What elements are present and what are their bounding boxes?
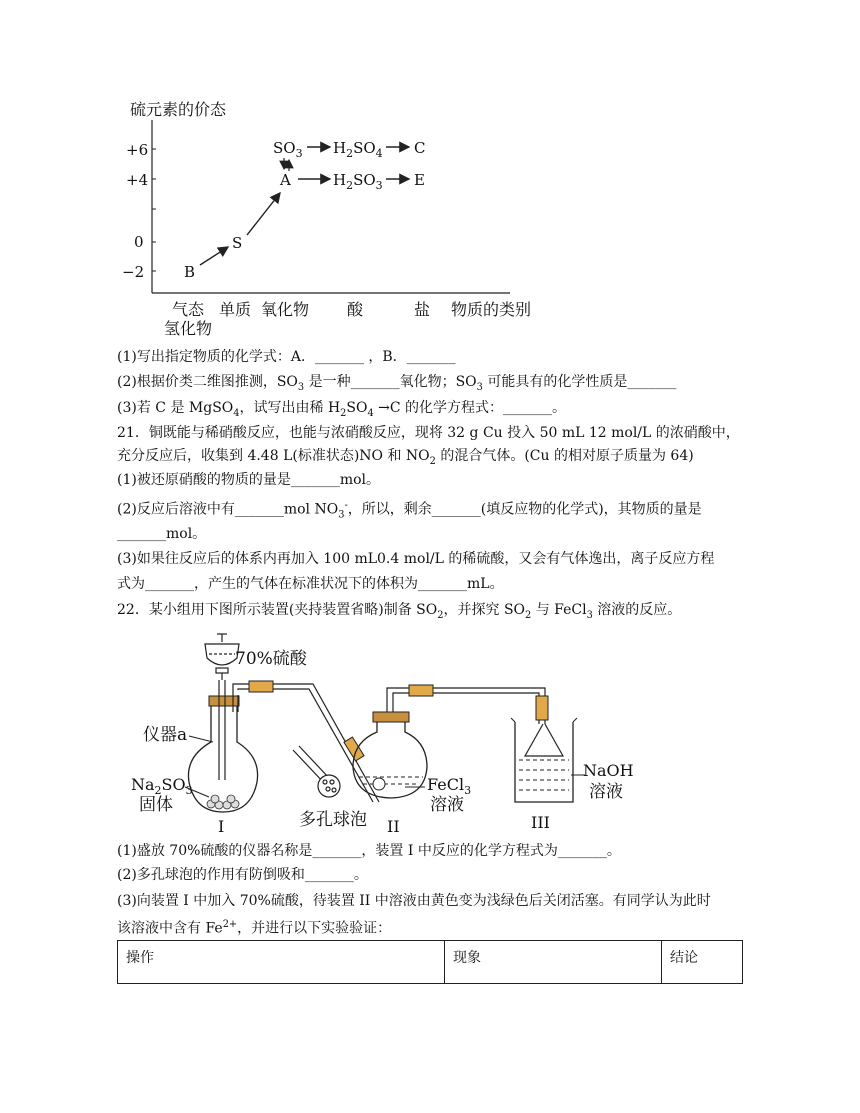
q22-stem: 22．某小组用下图所示装置(夹持装置省略)制备 $SO_2$，并探究 $SO_2$ 与 FeCl$_3$ 溶液的反应。: [117, 602, 682, 621]
q20-3: (3)若 C 是 MgSO$_4$，试写出由稀 $H_2SO_4 \to C$ 的化学方程式：_______。: [117, 400, 567, 419]
s-node: S: [232, 234, 243, 252]
na2so3-label: [131, 775, 193, 797]
separatory-funnel: [205, 634, 239, 680]
h2so4-node: [333, 139, 383, 160]
header-phenomenon: 现象: [445, 941, 662, 984]
h2so3-node: [333, 171, 383, 192]
q21-1: (1)被还原硝酸的物质的量是_______mol。: [117, 472, 381, 488]
x-tick: 气态: [172, 300, 205, 319]
x-tick: 氢化物: [164, 319, 213, 338]
b-node: B: [184, 263, 196, 281]
q21-3: (3)如果往反应后的体系内再加入 100 mL0.4 mol/L 的稀硫酸，又会有气体逸出，离子反应方程: [117, 551, 715, 567]
q21-stem-2: 充分反应后，收集到 4.48 L(标准状态)NO 和 $NO_2$ 的混合气体。(Cu 的相对原子质量为 64): [117, 448, 694, 467]
q21-2b: _______mol。: [117, 526, 207, 542]
y-tick: +6: [126, 141, 149, 159]
bubbler-label: 多孔球泡: [299, 810, 367, 830]
q22-2: (2)多孔球泡的作用有防倒吸和_______。: [117, 867, 368, 883]
y-tick: 0: [134, 233, 144, 251]
q22-3: (3)向装置 I 中加入 70%硫酸，待装置 II 中溶液由黄色变为浅绿色后关闭活塞。有同学认为此时: [117, 893, 711, 909]
acid-label: 70%硫酸: [235, 649, 307, 669]
q20-2: (2)根据价类二维图推测，$SO_3$ 是一种_______氧化物；$SO_3$ 可能具有的化学性质是_______: [117, 374, 677, 393]
so3-node: [273, 139, 303, 160]
svg-text:H2SO4: $H_2SO_4$: [333, 139, 383, 160]
label-I: I: [218, 817, 225, 836]
svg-text:H2SO3: $H_2SO_3$: [333, 171, 383, 192]
y-tick: −2: [122, 263, 145, 281]
q22-1: (1)盛放 70%硫酸的仪器名称是_______，装置 I 中反应的化学方程式为_______。: [117, 843, 621, 859]
naoh-solution-label: 溶液: [589, 782, 623, 802]
na2so3-solid: [207, 795, 239, 809]
experiment-table: [117, 940, 743, 984]
c-node: C: [414, 139, 426, 157]
solid-label: 固体: [139, 795, 173, 815]
naoh-label: NaOH: [583, 761, 634, 780]
header-operation: 操作: [118, 941, 445, 984]
x-tick: 氧化物: [261, 300, 310, 319]
q22-3b: 该溶液中含有 $Fe^{2+}$，并进行以下实验验证：: [117, 919, 392, 937]
apparatus-diagram: [125, 632, 645, 837]
instrument-label: 仪器a: [143, 725, 188, 745]
fecl3-label: [427, 775, 471, 797]
q21-stem-1: 21．铜既能与稀硝酸反应，也能与浓硝酸反应，现将 32 g Cu 投入 50 mL 12 mol/L 的浓硝酸中，: [117, 425, 740, 441]
q21-2: (2)反应后溶液中有_______mol $NO_3^-$，所以，剩余_______(填反应物的化学式)，其物质的量是: [117, 500, 702, 521]
x-tick: 单质: [219, 300, 252, 319]
svg-text:SO3: $SO_3$: [273, 139, 303, 160]
y-axis-title: 硫元素的价态: [130, 100, 227, 119]
q20-1: (1)写出指定物质的化学式：A．_______ ，B．_______: [117, 349, 456, 365]
header-conclusion: 结论: [662, 941, 743, 984]
e-node: E: [414, 171, 425, 189]
x-axis-title: 物质的类别: [451, 300, 532, 319]
svg-text:FeCl3: FeCl$_3$: [427, 775, 472, 797]
table-header-row: [118, 941, 743, 984]
valence-class-diagram: [120, 95, 560, 340]
fecl3-solution-label: 溶液: [430, 795, 464, 815]
porous-bulb: [293, 746, 340, 797]
y-tick: +4: [126, 171, 149, 189]
q21-3b: 式为_______，产生的气体在标准状况下的体积为_______mL。: [117, 576, 504, 592]
label-II: II: [387, 817, 400, 836]
a-node: A: [280, 171, 291, 189]
label-III: III: [531, 813, 550, 832]
svg-text:Na2SO3: $Na_2SO_3$: [131, 775, 193, 797]
x-tick: 盐: [414, 300, 431, 319]
x-tick: 酸: [347, 300, 364, 319]
